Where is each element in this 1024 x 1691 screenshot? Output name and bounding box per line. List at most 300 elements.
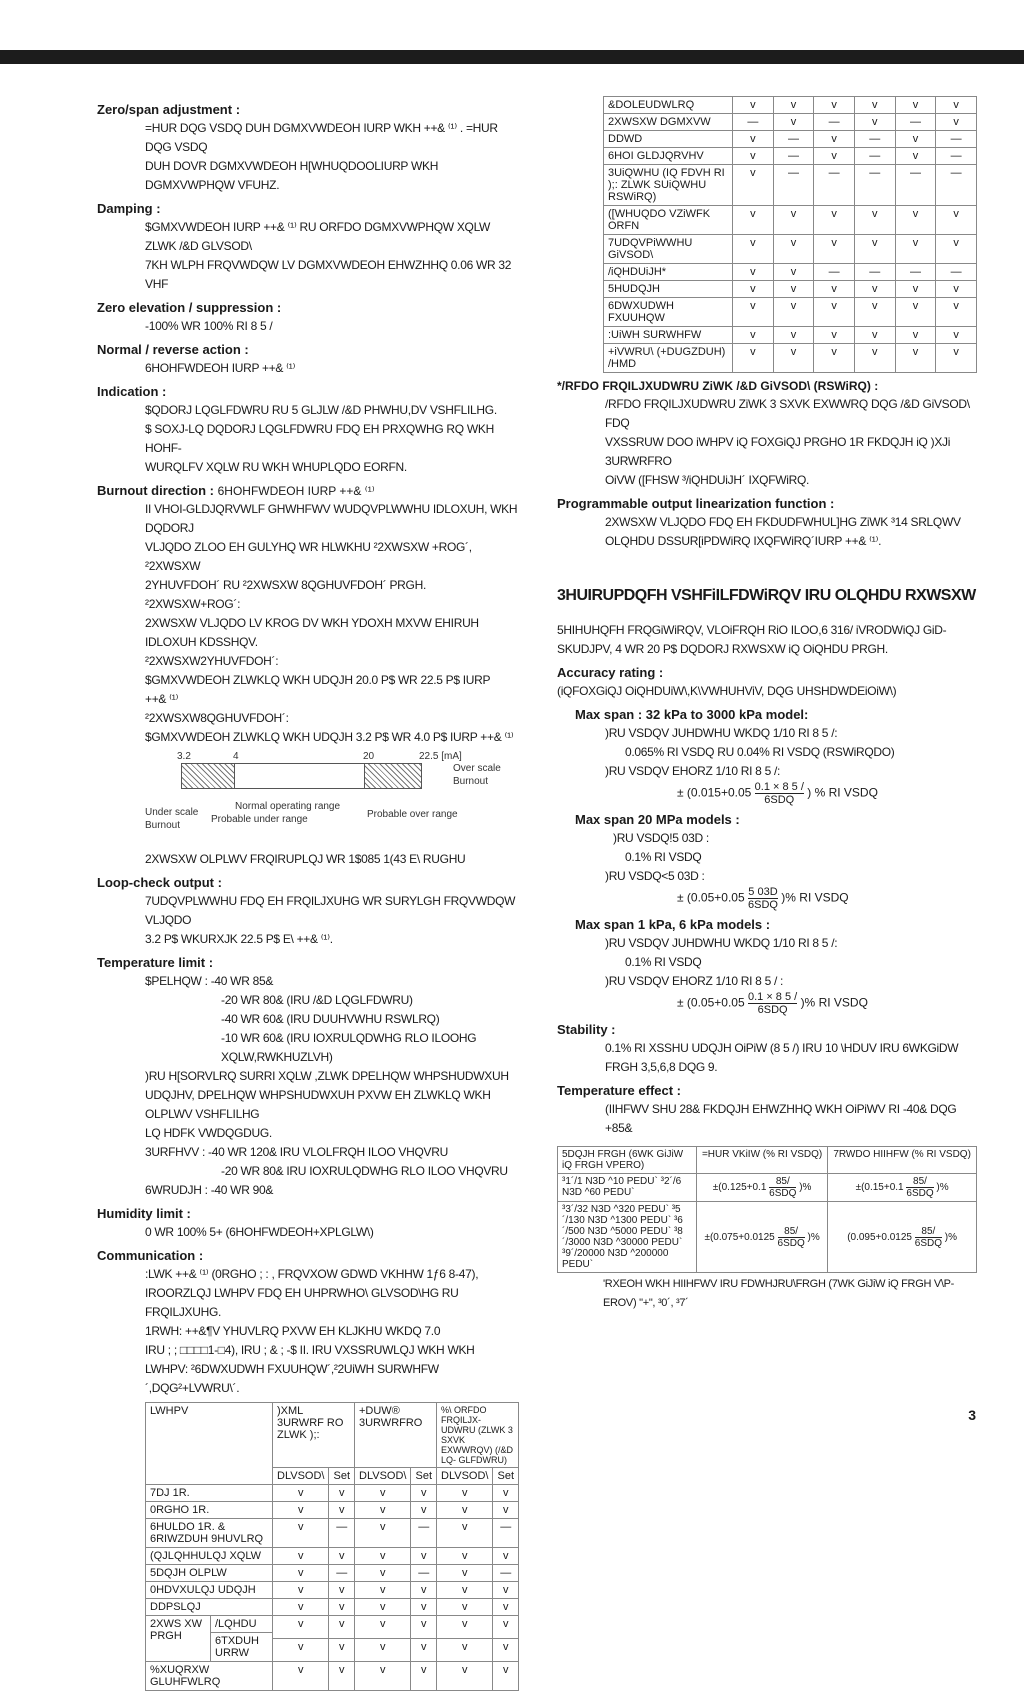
cell: — <box>895 114 936 131</box>
output-mode-label: 2XWS XW PRGH <box>146 1616 211 1661</box>
row-label: (QJLQHHULQJ XQLW <box>146 1548 273 1565</box>
burnout-under-label: ²2XWSXW8QGHUVFDOH´: <box>145 711 289 725</box>
cell: v <box>733 264 774 281</box>
cell: v <box>273 1485 329 1502</box>
temp-ambient-line-1: -40 WR 85& <box>210 974 274 988</box>
cell: v <box>273 1565 329 1582</box>
col-hart: +DUW® 3URWRFRO <box>355 1403 437 1468</box>
temperature-effect-text: (IIHFWV SHU 28& FKDQJH EHWZHHQ WKH OiPiWV RI -40& DQG +85& <box>605 1102 957 1135</box>
cell: v <box>773 206 814 235</box>
burnout-over-line-1: $GMXVWDEOH ZLWKLQ WKH UDQJH 20.0 P$ WR 22.5 P$ IURP <box>145 673 491 687</box>
max-span-3-a-value: 0.1% RI VSDQ <box>625 955 702 969</box>
burnout-line-3: 2YHUVFDOH´ RU ²2XWSXW 8QGHUVFDOH´ PRGH. <box>145 578 426 592</box>
col-hand: %\ ORFDO FRQILJX- UDWRU (ZLWK 3 SXVK EXWWRQV) (/&D LQ- GLFDWRU) <box>437 1403 519 1468</box>
comm-line-2: IROORZLQJ LWHPV FDQ EH UHPRWHO\ GLVSOD\HG RU FRQILJXUHG. <box>145 1286 459 1319</box>
temperature-effect-heading: Temperature effect : <box>557 1083 682 1098</box>
performance-line-2: SKUDJPV, 4 WR 20 P$ DQDORJ RXWSXW iQ OiQHDU PRGH. <box>557 642 888 656</box>
temp-process-row <box>97 1143 522 1162</box>
cell: — <box>773 165 814 206</box>
table-row <box>604 281 977 298</box>
table-row <box>558 1174 977 1202</box>
table-row <box>146 1548 519 1565</box>
table-row <box>604 344 977 373</box>
cell: v <box>854 344 895 373</box>
max-span-1-heading: Max span : 32 kPa to 3000 kPa model: <box>575 707 809 722</box>
fraction-denominator: 6SDQ <box>906 1188 934 1199</box>
range-code-1: ³1´/1 N3D ^10 PEDU` ³2´/6 N3D ^60 PEDU` <box>558 1174 697 1202</box>
temp-storage-text: -40 WR 90& <box>210 1183 274 1197</box>
total-effect-1 <box>828 1174 977 1202</box>
cell: — <box>895 165 936 206</box>
cell: v <box>437 1616 493 1639</box>
left-column <box>97 96 522 1691</box>
cell: v <box>854 327 895 344</box>
cell: v <box>773 344 814 373</box>
temp-ambient-line-3: -40 WR 60& (IRU DUUHVWHU RSWLRQ) <box>221 1012 440 1026</box>
cell: — <box>936 148 977 165</box>
cell: v <box>329 1599 355 1616</box>
cell: — <box>814 165 855 206</box>
cell: v <box>936 114 977 131</box>
zero-shift-1 <box>697 1174 828 1202</box>
cell: v <box>273 1662 329 1691</box>
max-span-2-formula <box>557 886 982 911</box>
cell: v <box>273 1519 329 1548</box>
row-label: 2XWSXW DGMXVW <box>604 114 733 131</box>
local-config-heading: */RFDO FRQILJXUDWRU ZiWK /&D GiVSOD\ (RSWiRQ) : <box>557 379 879 393</box>
cell: v <box>329 1639 355 1662</box>
cell: v <box>437 1565 493 1582</box>
tick-3-2: 3.2 <box>177 751 191 762</box>
over-burnout-label: Burnout <box>453 776 489 787</box>
cell: — <box>493 1565 519 1582</box>
max-span-2-a: )RU VSDQ!5 03D : <box>613 831 709 845</box>
cell: — <box>936 165 977 206</box>
normal-reverse-heading: Normal / reverse action : <box>97 342 249 357</box>
cell: v <box>437 1519 493 1548</box>
max-span-2-heading: Max span 20 MPa models : <box>575 812 740 827</box>
communication-table-continued <box>603 96 977 373</box>
cell: v <box>733 281 774 298</box>
formula-fraction <box>778 1226 805 1249</box>
left-table-body <box>146 1485 519 1616</box>
cell: v <box>854 206 895 235</box>
max-span-1-a-value: 0.065% RI VSDQ RU 0.04% RI VSDQ (RSWiRQDO) <box>625 745 895 759</box>
burnout-row-name: %XUQRXW GLUHFWLRQ <box>146 1662 273 1691</box>
cell: v <box>733 131 774 148</box>
max-span-1-a: )RU VSDQV JUHDWHU WKDQ 1/10 RI 8 5 /: <box>605 726 838 740</box>
cell: v <box>273 1502 329 1519</box>
header-bar <box>0 50 1024 64</box>
temp-storage-row <box>97 1181 522 1200</box>
formula-fraction <box>915 1226 942 1249</box>
table-header-row <box>558 1147 977 1174</box>
col-fuji: )XML 3URWRF RO ZLWK );: <box>273 1403 355 1468</box>
sub-display-2: DLVSOD\ <box>355 1468 411 1485</box>
zero-elevation-heading: Zero elevation / suppression : <box>97 300 282 315</box>
indication-heading: Indication : <box>97 384 167 399</box>
cell: v <box>329 1548 355 1565</box>
cell: v <box>733 206 774 235</box>
temp-note-line-2: UDQJHV, DPELHQW WHPSHUDWXUH PXVW EH ZLWKLQ WKH OLPLWV VSHFLILHG <box>145 1088 491 1121</box>
formula-post: )% <box>799 1182 812 1194</box>
cell: v <box>733 148 774 165</box>
zero-shift-header: =HUR VKiIW (% RI VSDQ) <box>697 1147 828 1174</box>
humidity-text: 0 WR 100% 5+ (6HOHFWDEOH+XPLGLW\) <box>145 1225 374 1239</box>
cell: v <box>733 327 774 344</box>
cell: v <box>493 1616 519 1639</box>
normal-reverse-text: 6HOHFWDEOH IURP ++& ⁽¹⁾ <box>145 361 296 375</box>
cell: v <box>273 1582 329 1599</box>
temp-ambient-row <box>97 972 522 991</box>
table-row <box>604 298 977 327</box>
right-column <box>557 96 982 1313</box>
cell: v <box>437 1485 493 1502</box>
loop-check-line-2: 3.2 P$ WKURXJK 22.5 P$ E\ ++& ⁽¹⁾. <box>145 932 333 946</box>
cell: v <box>895 97 936 114</box>
row-label: 6HULDO 1R. & 6RIWZDUH 9HUVLRQ <box>146 1519 273 1548</box>
cell: v <box>437 1662 493 1691</box>
row-label: 5DQJH OLPLW <box>146 1565 273 1582</box>
tick-4: 4 <box>233 751 239 762</box>
cell: v <box>329 1502 355 1519</box>
cell: v <box>411 1485 437 1502</box>
under-scale-zone <box>181 763 235 789</box>
loop-check-heading: Loop-check output : <box>97 875 222 890</box>
cell: v <box>936 344 977 373</box>
cell: v <box>355 1582 411 1599</box>
cell: — <box>814 114 855 131</box>
total-effect-2 <box>828 1202 977 1273</box>
cell: v <box>895 206 936 235</box>
tick-20: 20 <box>363 751 375 762</box>
communication-heading: Communication : <box>97 1248 204 1263</box>
sub-set-3: Set <box>493 1468 519 1485</box>
cell: v <box>733 165 774 206</box>
formula-pre: ±(0.075+0.0125 <box>704 1231 775 1243</box>
local-config-line-2: VXSSRUW DOO iWHPV iQ FOXGiQJ PRGHO 1R FKDQJH iQ )XJi 3URWRFRO <box>605 435 951 468</box>
comm-line-1: :LWK ++& ⁽¹⁾ (0RGHO ; : , FRQVXOW GDWD VKHHW 1ƒ6 8-47), <box>145 1267 479 1281</box>
cell: — <box>936 131 977 148</box>
cell: v <box>814 131 855 148</box>
page-number: 3 <box>968 1407 976 1423</box>
indication-line-1: $QDORJ LQGLFDWRU RU 5 GLJLW /&D PHWHU,DV VSHFLILHG. <box>145 403 497 417</box>
cell: — <box>329 1565 355 1582</box>
cell: v <box>733 97 774 114</box>
burnout-line-1: II VHOI-GLDJQRVWLF GHWHFWV WUDQVPLWWHU IDLOXUH, WKH DQDORJ <box>145 502 518 535</box>
cell: — <box>733 114 774 131</box>
comm-line-5: LWHPV: ²6DWXUDWH FXUUHQW´,²2UiWH SURWHFW´,DQG²+LVWRU\´. <box>145 1362 439 1395</box>
max-span-2-a-value: 0.1% RI VSDQ <box>625 850 702 864</box>
cell: v <box>773 114 814 131</box>
cell: v <box>355 1502 411 1519</box>
cell: v <box>329 1662 355 1691</box>
row-label: 3UiQWHU (IQ FDVH RI );: ZLWK SUiQWHU RSWiRQ) <box>604 165 733 206</box>
burnout-hold-label: ²2XWSXW+ROG´: <box>145 597 241 611</box>
cell: v <box>437 1548 493 1565</box>
local-config-line-1: /RFDO FRQILJXUDWRU ZiWK 3 SXVK EXWWRQ DQG /&D GiVSOD\ FDQ <box>605 397 970 430</box>
cell: v <box>814 206 855 235</box>
cell: v <box>411 1662 437 1691</box>
table-row <box>146 1616 519 1639</box>
row-label: /iQHDUiJH* <box>604 264 733 281</box>
output-mode-subs <box>211 1616 272 1661</box>
comm-line-4: IRU ; ; □□□□1-□4), IRU ; & ; -$ II. IRU VXSSRUWLQJ WKH WKH <box>145 1343 475 1357</box>
table-row <box>146 1519 519 1548</box>
cell: v <box>273 1616 329 1639</box>
zero-span-heading: Zero/span adjustment : <box>97 102 241 117</box>
table-row <box>604 165 977 206</box>
cell: — <box>329 1519 355 1548</box>
cell: v <box>411 1548 437 1565</box>
row-label: +iVWRU\ (+DUGZDUH) /HMD <box>604 344 733 373</box>
programmable-line-2: OLQHDU DSSUR[iPDWiRQ IXQFWiRQ´IURP ++& ⁽¹⁾. <box>605 534 882 548</box>
cell: v <box>437 1639 493 1662</box>
table-row <box>604 114 977 131</box>
cell: v <box>355 1485 411 1502</box>
cell: — <box>493 1519 519 1548</box>
cell: v <box>814 97 855 114</box>
formula-post: )% RI VSDQ <box>800 995 868 1010</box>
row-label: 6HOI GLDJQRVHV <box>604 148 733 165</box>
formula-post: )% <box>936 1182 949 1194</box>
stability-heading: Stability : <box>557 1022 616 1037</box>
burnout-hold-text: 2XWSXW VLJQDO LV KROG DV WKH YDOXH MXVW EHIRUH IDLOXUH KDSSHQV. <box>145 616 479 649</box>
max-span-2-b: )RU VSDQ<5 03D : <box>605 869 705 883</box>
temp-note-line-3: LQ HDFK VWDQGDUG. <box>145 1126 272 1140</box>
table-row <box>604 148 977 165</box>
sub-set-2: Set <box>411 1468 437 1485</box>
cell: — <box>814 264 855 281</box>
temperature-effect-table <box>557 1146 977 1273</box>
cell: — <box>936 264 977 281</box>
cell: v <box>895 344 936 373</box>
burnout-heading-rest: 6HOHFWDEOH IURP ++& ⁽¹⁾ <box>217 484 375 498</box>
cell: v <box>411 1502 437 1519</box>
temp-process-label: 3URFHVV : <box>145 1145 205 1159</box>
cell: v <box>493 1548 519 1565</box>
cell: v <box>355 1662 411 1691</box>
table-row <box>558 1202 977 1273</box>
output-mode-wrap <box>146 1616 272 1661</box>
tick-22-5: 22.5 [mA] <box>419 751 462 762</box>
probable-under-label: Probable under range <box>211 814 308 825</box>
cell: — <box>895 264 936 281</box>
temp-process-line-2: -20 WR 80& IRU IOXRULQDWHG RLO ILOO VHQVRU <box>221 1164 508 1178</box>
damping-heading: Damping : <box>97 201 161 216</box>
cell: v <box>329 1485 355 1502</box>
table-row <box>146 1485 519 1502</box>
right-table-body <box>604 97 977 373</box>
output-mode-sqrt: 6TXDUH URRW <box>215 1635 260 1659</box>
cell: v <box>773 298 814 327</box>
fraction-numerator: 85/ <box>915 1226 942 1238</box>
max-span-3-b: )RU VSDQV EHORZ 1/10 RI 8 5 / : <box>605 974 784 988</box>
table-row <box>146 1599 519 1616</box>
row-label: 0HDVXULQJ UDQJH <box>146 1582 273 1599</box>
programmable-line-1: 2XWSXW VLJQDO FDQ EH FKDUDFWHUL]HG ZiWK ³14 SRLQWV <box>605 515 961 529</box>
cell: v <box>273 1639 329 1662</box>
cell: v <box>814 148 855 165</box>
burnout-line-2: VLJQDO ZLOO EH GULYHQ WR HLWKHU ²2XWSXW +ROG´, ²2XWSXW <box>145 540 472 573</box>
output-limits-diagram <box>97 751 522 846</box>
formula-pre: ± (0.015+0.05 <box>677 785 752 800</box>
loop-check-line-1: 7UDQVPLWWHU FDQ EH FRQILJXUHG WR SURYLGH FRQVWDQW VLJQDO <box>145 894 516 927</box>
formula-post: )% RI VSDQ <box>781 890 849 905</box>
burnout-heading-label: Burnout direction : <box>97 483 214 498</box>
diagram-caption: 2XWSXW OLPLWV FRQIRUPLQJ WR 1$085 1(43 E\ RUGHU <box>145 852 466 866</box>
row-label: DDWD <box>604 131 733 148</box>
cell: v <box>814 235 855 264</box>
cell: v <box>773 97 814 114</box>
cell: v <box>895 281 936 298</box>
col-items: LWHPV <box>146 1403 273 1485</box>
under-burnout-label: Burnout <box>145 820 181 831</box>
fraction-numerator: 85/ <box>778 1226 805 1238</box>
cell: — <box>773 131 814 148</box>
cell: v <box>895 327 936 344</box>
cell: v <box>936 206 977 235</box>
formula-fraction <box>748 886 778 911</box>
programmable-heading: Programmable output linearization function : <box>557 496 835 511</box>
stability-line-2: FRGH 3,5,6,8 DQG 9. <box>605 1060 718 1074</box>
communication-table <box>145 1402 519 1691</box>
temperature-heading: Temperature limit : <box>97 955 214 970</box>
cell: v <box>773 327 814 344</box>
row-label: :UiWH SURWHFW <box>604 327 733 344</box>
cell: v <box>895 131 936 148</box>
fraction-denominator: 6SDQ <box>914 1237 942 1249</box>
comm-line-3: 1RWH: ++&¶V YHUVLRQ PXVW EH KLJKHU WKDQ 7.0 <box>145 1324 441 1338</box>
row-label: 7UDQVPiWWHU GiVSOD\ <box>604 235 733 264</box>
cell: v <box>814 281 855 298</box>
total-effect-header: 7RWDO HIIHFW (% RI VSDQ) <box>828 1147 977 1174</box>
zero-span-line-1: =HUR DQG VSDQ DUH DGMXVWDEOH IURP WKH ++& ⁽¹⁾ . =HUR DQG VSDQ <box>145 121 498 154</box>
formula-post: )% <box>944 1231 958 1243</box>
fraction-numerator: 0.1 × 8 5 / <box>754 781 804 793</box>
formula-fraction <box>906 1176 933 1199</box>
table-row <box>604 235 977 264</box>
cell: v <box>355 1616 411 1639</box>
fraction-numerator: 85/ <box>906 1176 933 1188</box>
range-code-2: ³3´/32 N3D ^320 PEDU` ³5´/130 N3D ^1300 PEDU` ³6´/500 N3D ^5000 PEDU` ³8´/3000 N3D ^30000 PEDU` ³9´/20000 N3D ^200000 PEDU` <box>558 1202 697 1273</box>
formula-post: ) % RI VSDQ <box>807 785 878 800</box>
cell: v <box>854 298 895 327</box>
cell: v <box>733 344 774 373</box>
row-label: DDPSLQJ <box>146 1599 273 1616</box>
burnout-heading <box>97 483 522 498</box>
table-header-row <box>146 1403 519 1468</box>
cell: v <box>329 1616 355 1639</box>
cell: v <box>355 1548 411 1565</box>
max-span-3-a: )RU VSDQV JUHDWHU WKDQ 1/10 RI 8 5 /: <box>605 936 838 950</box>
accuracy-text: (iQFOXGiQJ OiQHDUiW\,K\VWHUHViV, DQG UHSHDWDEiOiW\) <box>557 684 897 698</box>
performance-title: 3HUIRUPDQFH VSHFiILFDWiRQV IRU OLQHDU RXWSXW <box>557 587 976 604</box>
over-scale-zone <box>364 763 422 789</box>
sub-set-1: Set <box>329 1468 355 1485</box>
fraction-denominator: 6SDQ <box>764 794 795 806</box>
cell: v <box>854 97 895 114</box>
temp-ambient-line-4: -10 WR 60& (IRU IOXRULQDWHG RLO ILOOHG XQLW,RWKHUZLVH) <box>221 1031 477 1064</box>
indication-line-2: $ SOXJ-LQ DQDORJ LQGLFDWRU FDQ EH PRXQWHG RQ WKH HOHF- <box>145 422 494 455</box>
temp-note-line-1: )RU H[SORVLRQ SURRI XQLW ,ZLWK DPELHQW WHPSHUDWXUH <box>145 1069 509 1083</box>
burnout-over-label: ²2XWSXW2YHUVFDOH´: <box>145 654 279 668</box>
zero-shift-2 <box>697 1202 828 1273</box>
table-row <box>146 1502 519 1519</box>
cell: v <box>773 281 814 298</box>
cell: v <box>273 1548 329 1565</box>
cell: v <box>895 235 936 264</box>
zero-span-line-2: DUH DOVR DGMXVWDEOH H[WHUQDOOLIURP WKH DGMXVWPHQW VFUHZ. <box>145 159 439 192</box>
cell: v <box>437 1599 493 1616</box>
temp-storage-label: 6WRUDJH : <box>145 1183 208 1197</box>
humidity-heading: Humidity limit : <box>97 1206 191 1221</box>
table-row <box>604 327 977 344</box>
burnout-over-line-2: ++& ⁽¹⁾ <box>145 692 179 706</box>
cell: v <box>733 298 774 327</box>
cell: — <box>854 264 895 281</box>
cell: v <box>355 1599 411 1616</box>
cell: v <box>411 1616 437 1639</box>
table-row <box>146 1565 519 1582</box>
cell: v <box>733 235 774 264</box>
formula-fraction <box>748 991 797 1016</box>
fraction-denominator: 6SDQ <box>769 1188 797 1199</box>
cell: v <box>355 1519 411 1548</box>
row-label: 6DWXUDWH FXUUHQW <box>604 298 733 327</box>
max-span-3-heading: Max span 1 kPa, 6 kPa models : <box>575 917 771 932</box>
stability-line-1: 0.1% RI XSSHU UDQJH OiPiW (8 5 /) IRU 10 \HDUV IRU 6WKGiDW <box>605 1041 959 1055</box>
sub-display-3: DLVSOD\ <box>437 1468 493 1485</box>
damping-line-1: $GMXVWDEOH IURP ++& ⁽¹⁾ RU ORFDO DGMXVWPHQW XQLW ZLWK /&D GLVSOD\ <box>145 220 491 253</box>
formula-fraction <box>769 1176 796 1199</box>
cell: — <box>854 148 895 165</box>
row-label: 0RGHO 1R. <box>146 1502 273 1519</box>
table-row <box>146 1582 519 1599</box>
cell: v <box>936 235 977 264</box>
formula-pre: ±(0.15+0.1 <box>855 1182 904 1194</box>
max-span-3-formula <box>557 991 982 1016</box>
fraction-numerator: 85/ <box>769 1176 796 1188</box>
probable-over-label: Probable over range <box>367 809 458 820</box>
cell: v <box>273 1599 329 1616</box>
cell: v <box>773 264 814 281</box>
fraction-numerator: 5 03D <box>748 886 778 898</box>
formula-pre: ± (0.05+0.05 <box>677 995 745 1010</box>
cell: v <box>437 1582 493 1599</box>
sub-display-1: DLVSOD\ <box>273 1468 329 1485</box>
cell: v <box>854 235 895 264</box>
output-mode-linear: /LQHDU <box>211 1616 272 1633</box>
cell: v <box>936 298 977 327</box>
cell: — <box>411 1519 437 1548</box>
cell: v <box>814 327 855 344</box>
formula-post: )% <box>807 1231 820 1243</box>
cell: — <box>773 148 814 165</box>
indication-line-3: WURQLFV XQLW RU WKH WHUPLQDO EORFN. <box>145 460 407 474</box>
formula-pre: ±(0.125+0.1 <box>712 1182 767 1194</box>
table-row <box>604 206 977 235</box>
cell: — <box>411 1565 437 1582</box>
cell: v <box>493 1662 519 1691</box>
cell: v <box>854 281 895 298</box>
cell: v <box>493 1582 519 1599</box>
max-span-1-b: )RU VSDQV EHORZ 1/10 RI 8 5 /: <box>605 764 781 778</box>
formula-pre: (0.095+0.0125 <box>847 1231 912 1243</box>
cell: v <box>854 114 895 131</box>
accuracy-heading: Accuracy rating : <box>557 665 664 680</box>
cell: v <box>329 1582 355 1599</box>
